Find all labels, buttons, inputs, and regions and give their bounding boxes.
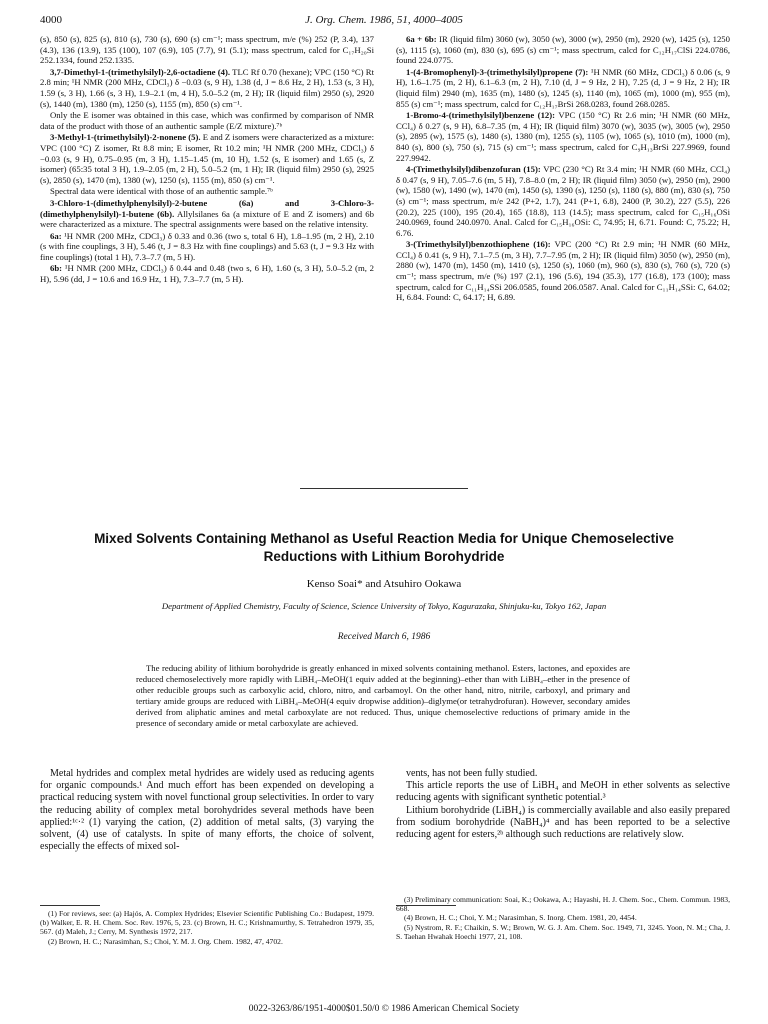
paragraph <box>40 231 374 263</box>
experimental-left-column <box>40 34 374 466</box>
body-left-column <box>40 768 374 894</box>
paragraph-text: VPC (150 °C) Rt 2.6 min; ¹H NMR (60 MHz, CCl₄) δ 0.27 (s, 9 H), 6.8–7.35 (m, 4 H); IR (liquid film) 3070 (w), 3035 (w), 3005 (w), 2950 (s), 2895 (w), 1575 (s), 1480 (s), 1380 (m), 1255 (s), 1105 (w), 1065 (s), 1010 (m), 1000 (m), 840 (s), 800 (s), 750 (s), 715 (s) cm⁻¹; mass spectrum, calcd for C₉H₁₃BrSi 227.9969, found 227.9942. <box>396 110 730 163</box>
footnote: (4) Brown, H. C.; Choi, Y. M.; Narasimhan, S. Inorg. Chem. 1981, 20, 4454. <box>404 913 637 923</box>
compound-heading: 3-Chloro-1-(dimethylphenylsilyl)-2-butene (6a) and 3-Chloro-3-(dimethylphenylsilyl)-1-butene (6b). <box>40 197 374 219</box>
paragraph <box>396 67 730 109</box>
compound-heading: 3-Methyl-1-(trimethylsilyl)-2-nonene (5). <box>50 132 201 143</box>
compound-heading: 3,7-Dimethyl-1-(trimethylsilyl)-2,6-octadiene (4). <box>50 66 231 77</box>
paragraph <box>396 805 730 842</box>
article-title: Mixed Solvents Containing Methanol as Useful Reaction Media for Unique Chemoselective Reductions with Lithium Borohydride <box>94 531 674 564</box>
paragraph <box>40 132 374 185</box>
abstract: The reducing ability of lithium borohydride is greatly enhanced in mixed solvents containing methanol. Esters, lactones, and epoxides are reduced chemoselectively more rapidly with LiBH₄–MeOH(1 equiv added at the beginning)–ether than with LiBH₄–ether in the presence of other reducible groups such as carboxylic acid, chloro, nitro, and carbamoyl. On the other hand, nitro, nitrile, carboxyl, and primary and tertiary amide groups are reduced with LiBH₄–MeOH(4 equiv dropwise addition)–diglyme(or tetrahydrofuran). However, secondary amides derived from aliphatic amines and metal carboxylate are not reduced. Thus, unique chemoselective reductions of primary amide in the presence of secondary amide or metal carboxylate are achieved. <box>136 663 630 728</box>
article-authors: Kenso Soai* and Atsuhiro Ookawa <box>306 578 462 590</box>
paragraph-text: (s), 850 (s), 825 (s), 810 (s), 730 (s), 690 (s) cm⁻¹; mass spectrum, m/e (%) 252 (P, 3.4), 137 (4.3), 136 (13.9), 135 (100), 107 (6.9), 105 (7.7), 91 (5.1); mass spectrum, calcd for C₁₇H₂₀Si 252.1334, found 252.1335. <box>40 34 374 66</box>
paragraph-text: ¹H NMR (200 MHz, CDCl₃) δ 0.44 and 0.48 (two s, 6 H), 1.60 (s, 3 H), 5.0–5.2 (m, 2 H), 5.96 (dd, J = 10.6 and 16.9 Hz, 1 H), 7.3–7.7 (m, 5 H). <box>40 263 374 285</box>
footnotes-left <box>40 909 374 946</box>
footnote: (2) Brown, H. C.; Narasimhan, S.; Choi, Y. M. J. Org. Chem. 1982, 47, 4702. <box>48 936 283 946</box>
article-divider <box>300 488 468 489</box>
experimental-right-column <box>396 34 730 466</box>
compound-heading: 3-(Trimethylsilyl)benzothiophene (16): <box>406 239 551 250</box>
page-number: 4000 <box>40 14 62 26</box>
paragraph-text: Spectral data were identical with those of an authentic sample.⁷ᵇ <box>50 186 273 197</box>
paragraph-text: E and Z isomers were characterized as a mixture: VPC (100 °C) Z isomer, Rt 8.8 min; E isomer, Rt 10.2 min; ¹H NMR (200 MHz, CDCl₃) δ −0.03 (s, 9 H), 0.75–0.95 (m, 3 H), 1.15–1.45 (m, 10 H), 1.52 (s, E isomer) and 1.65 (s, Z isomer) (65:35 total 3 H), 1.9–2.05 (m, 2 H), 5.0–5.2 (m, 1 H); IR (liquid film) 2950 (s), 2925 (s), 2850 (s), 1470 (m), 1380 (w), 1250 (s), 1155 (m), 850 (s) cm⁻¹. <box>40 132 374 185</box>
paragraph-text: ¹H NMR (60 MHz, CDCl₃) δ 0.06 (s, 9 H), 1.6–1.75 (m, 2 H), 6.1–6.3 (m, 2 H), 7.10 (d, J = 9 Hz, 2 H), 7.25 (d, J = 9 Hz, 2 H); IR (liquid film) 2940 (m), 1635 (m), 1480 (s), 1245 (s), 1140 (m), 1065 (m), 1000 (m), 955 (m), 855 (s) cm⁻¹; mass spectrum, calcd for C₁₂H₁₇BrSi 268.0283, found 268.0285. <box>396 66 730 109</box>
paragraph-text: VPC (200 °C) Rt 2.9 min; ¹H NMR (60 MHz, CCl₄) δ 0.41 (s, 9 H), 7.1–7.5 (m, 3 H), 7.7–7.95 (m, 2 H); IR (liquid film) 3050 (w), 2950 (m), 2880 (w), 1470 (m), 1450 (m), 1410 (s), 1250 (s), 1060 (m), 960 (s), 830 (s), 760 (s), 720 (s) cm⁻¹; mass spectrum, m/e (%) 197 (2.1), 196 (5.6), 194 (35.3), 177 (16.8), 173 (100); mass spectrum, calcd for C₁₁H₁₄SSi 206.0585, found 206.0587. Anal. Calcd for C₁₁H₁₄SSi: C, 64.02; H, 6.84. Found: C, 64.17; H, 6.89. <box>396 239 730 303</box>
running-header <box>40 14 728 30</box>
paragraph-text: IR (liquid film) 3060 (w), 3050 (w), 3000 (w), 2950 (m), 2920 (w), 1425 (s), 1250 (s), 1115 (s), 1060 (m), 830 (s), 695 (s) cm⁻¹; mass spectrum, calcd for C₁₂H₁₇ClSi 224.0786, found 224.0775. <box>396 34 730 66</box>
compound-heading: 6b: <box>50 263 63 274</box>
paragraph <box>40 263 374 284</box>
paragraph <box>396 34 730 66</box>
paragraph <box>396 164 730 238</box>
paragraph <box>40 34 374 66</box>
footnotes-right <box>396 895 730 941</box>
paragraph <box>40 110 374 131</box>
footnote: (3) Preliminary communication: Soai, K.; Ookawa, A.; Hayashi, H. J. Chem. Soc., Chem. Commun. 1983, 668. <box>396 895 730 914</box>
paragraph <box>396 110 730 163</box>
body-paragraph: Metal hydrides and complex metal hydrides are widely used as reducing agents for organic compounds.¹ And much effort has been expended on developing a practical reducing system with novel functional group selectivities. In order to vary the reducing ability of complex metal borohydrides several methods have been applied:¹ᶜ·² (1) varying the cation, (2) addition of metal salts, (3) varying the solvent, (4) use of catalysts. In spite of many efforts, the choice of solvent, especially the effects of mixed sol- <box>40 768 374 853</box>
body-right-column <box>396 768 730 894</box>
paragraph-text: Allylsilanes 6a (a mixture of E and Z isomers) and 6b were characterized as a mixture. The spectral assignments were based on the relative intensity. <box>40 208 374 230</box>
compound-heading: 6a + 6b: <box>406 34 437 44</box>
compound-heading: 6a: <box>50 230 62 241</box>
compound-heading: 1-Bromo-4-(trimethylsilyl)benzene (12): <box>406 110 556 121</box>
paragraph <box>396 768 730 780</box>
footnote: (1) For reviews, see: (a) Hajós, A. Complex Hydrides; Elsevier Scientific Publishing Co.: Budapest, 1979. (b) Walker, E. R. H. Chem. Soc. Rev. 1976, 5, 23. (c) Brown, H. C.; Krishnamurthy, S. Tetrahedron 1979, 35, 567. (d) Maleh, J.; Cerry, M. Synthesis 1972, 217. <box>40 909 374 937</box>
author-affiliation: Department of Applied Chemistry, Faculty of Science, Science University of Tokyo, Kagurazaka, Shinjuku-ku, Tokyo 162, Japan <box>161 601 607 611</box>
compound-heading: 1-(4-Bromophenyl)-3-(trimethylsilyl)propene (7): <box>406 66 589 77</box>
footnote: (5) Nystrom, R. F.; Chaikin, S. W.; Brown, W. G. J. Am. Chem. Soc. 1949, 71, 3245. Yoon, N. M.; Cha, J. S. Taehan Hwahak Hoechi 1977, 21, 108. <box>396 922 730 941</box>
paragraph <box>396 780 730 804</box>
copyright-footer: 0022-3263/86/1951-4000$01.50/0 © 1986 American Chemical Society <box>248 1004 520 1014</box>
journal-citation: J. Org. Chem. 1986, 51, 4000–4005 <box>305 14 463 26</box>
paragraph-text: ¹H NMR (200 MHz, CDCl₃) δ 0.33 and 0.36 (two s, total 6 H), 1.8–1.95 (m, 2 H), 2.10 (s with fine couplings, 3 H), 5.46 (t, J = 8.3 Hz with fine couplings) and 5.63 (t, J = 9.3 Hz with fine couplings) (total 1 H), 7.3–7.7 (m, 5 H). <box>40 230 374 262</box>
compound-heading: 4-(Trimethylsilyl)dibenzofuran (15): <box>406 164 541 175</box>
received-date: Received March 6, 1986 <box>337 632 431 642</box>
paragraph <box>396 239 730 303</box>
paragraph <box>40 186 374 197</box>
paragraph <box>40 198 374 230</box>
paragraph-text: TLC Rf 0.70 (hexane); VPC (150 °C) Rt 2.8 min; ¹H NMR (200 MHz, CDCl₃) δ −0.03 (s, 9 H), 1.38 (d, J = 8.6 Hz, 2 H), 1.53 (s, 3 H), 1.59 (s, 3 H), 1.66 (s, 3 H), 1.9–2.1 (m, 4 H), 5.0–5.2 (m, 2 H); IR (liquid film) 2950 (s), 2920 (s), 1440 (m), 1380 (m), 1250 (s), 1155 (m), 850 (s) cm⁻¹. <box>40 66 374 109</box>
paragraph-text: Only the E isomer was obtained in this case, which was confirmed by comparison of NMR data of the product with those of an authentic sample (E/Z mixture).⁷ᵇ <box>40 110 374 131</box>
footnote-rule <box>40 905 100 906</box>
paragraph-text: This article reports the use of LiBH₄ and MeOH in ether solvents as selective reducing agents with significant synthetic potential.³ <box>396 780 730 804</box>
paragraph <box>40 67 374 109</box>
paragraph-text: vents, has not been fully studied. <box>406 768 538 779</box>
paragraph-text: Lithium borohydride (LiBH₄) is commercially available and also easily prepared from sodium borohydride (NaBH₄)⁴ and has been reported to be a selective reducing agent for esters,²ᵇ although such reductions are relatively slow. <box>396 804 730 841</box>
paragraph-text: VPC (230 °C) Rt 3.4 min; ¹H NMR (60 MHz, CCl₄) δ 0.47 (s, 9 H), 7.05–7.6 (m, 5 H), 7.8–8.0 (m, 2 H); IR (liquid film) 3050 (w), 2950 (m), 2900 (w), 1580 (w), 1490 (w), 1470 (m), 1450 (s), 1390 (s), 1250 (s), 1180 (s), 880 (m), 830 (s), 750 (s) cm⁻¹; mass spectrum, m/e 242 (P+2, 1.7), 241 (P+1, 6.8), 2400 (P, 30.2), 227 (5.5), 226 (20.2), 225 (100), 195 (20.4), 165 (18.8), 113 (14.5); mass spectrum, calcd for C₁₅H₁₆OSi 240.0969, found 240.0970. Anal. Calcd for C₁₅H₁₆OSi: C, 74.95; H, 6.71. Found: C, 75.22; H, 6.76. <box>396 164 730 238</box>
